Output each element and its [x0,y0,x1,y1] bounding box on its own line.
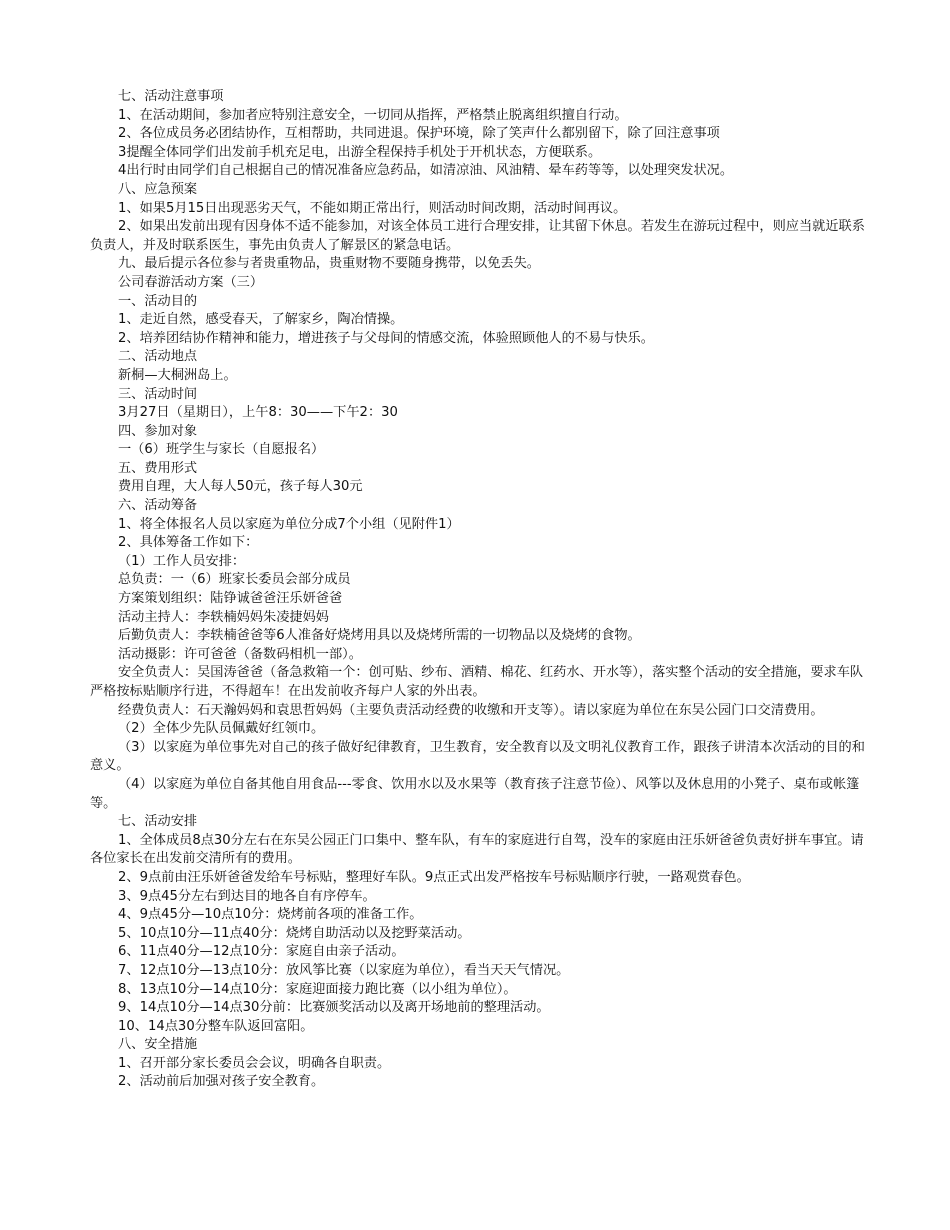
text-line: 3、9点45分左右到达目的地各自有序停车。 [118,888,376,904]
text-line: 安全负责人：吴国涛爸爸（备急救箱一个：创可贴、纱布、酒精、棉花、红药水、开水等），落实整个活动的安全措施，要求车队严格按标贴顺序行进，不得超车！在出发前收齐每户人家的外出表。 [90,665,864,699]
text-line: 4出行时由同学们自己根据自己的情况准备应急药品，如清凉油、风油精、晕车药等等，以处理突发状况。 [118,163,734,179]
text-line: 7、12点10分—13点10分：放风筝比赛（以家庭为单位），看当天天气情况。 [118,962,570,978]
text-line: 3提醒全体同学们出发前手机充足电，出游全程保持手机处于开机状态，方便联系。 [118,144,602,160]
text-line: 4、9点45分—10点10分：烧烤前各项的准备工作。 [118,907,423,923]
text-line: 2、培养团结协作精神和能力，增进孩子与父母间的情感交流，体验照顾他人的不易与快乐。 [118,330,654,346]
text-line: 8、13点10分—14点10分：家庭迎面接力跑比赛（以小组为单位）。 [118,981,517,997]
text-line: 方案策划组织：陆铮诚爸爸汪乐妍爸爸 [118,591,343,607]
text-line: 1、全体成员8点30分左右在东吴公园正门口集中、整车队，有车的家庭进行自驾，没车的家庭由汪乐妍爸爸负责好拼车事宜。请各位家长在出发前交清所有的费用。 [90,832,864,867]
text-line: 1、走近自然，感受春天，了解家乡，陶冶情操。 [118,312,404,328]
text-line: 2、具体筹备工作如下： [118,535,259,551]
text-line: 八、安全措施 [118,1037,198,1053]
text-line: 2、如果出发前出现有因身体不适不能参加，对该全体员工进行合理安排，让其留下休息。若发生在游玩过程中，则应当就近联系负责人，并及时联系医生，事先由负责人了解景区的紧急电话。 [90,219,865,253]
text-line: 3月27日（星期日），上午8：30——下午2：30 [118,405,398,421]
text-line: 活动主持人：李轶楠妈妈朱凌捷妈妈 [118,609,329,625]
text-line: 2、各位成员务必团结协作，互相帮助，共同进退。保护环境，除了笑声什么都别留下，除了回注意事项 [118,126,720,142]
text-line: 二、活动地点 [118,349,198,365]
text-line: 2、9点前由汪乐妍爸爸发给车号标贴，整理好车队。9点正式出发严格按车号标贴顺序行驶，一路观赏春色。 [118,869,750,885]
document-page [90,88,865,1092]
text-line: 5、10点10分—11点40分：烧烤自助活动以及挖野菜活动。 [118,925,471,941]
text-line: 1、召开部分家长委员会会议，明确各自职责。 [118,1055,391,1071]
text-line: 2、活动前后加强对孩子安全教育。 [118,1074,325,1090]
text-line: 10、14点30分整车队返回富阳。 [118,1018,314,1034]
text-line: 9、14点10分—14点30分前：比赛颁奖活动以及离开场地前的整理活动。 [118,1000,550,1016]
text-line: 七、活动安排 [118,814,198,830]
text-line: 八、应急预案 [118,181,198,197]
text-line: 五、费用形式 [118,460,198,476]
text-line: 九、最后提示各位参与者贵重物品，贵重财物不要随身携带，以免丢失。 [118,256,540,272]
text-line: 六、活动筹备 [118,498,198,514]
text-line: （1）工作人员安排： [118,553,246,569]
text-line: 三、活动时间 [118,386,198,402]
text-line: 经费负责人：石天瀚妈妈和袁思哲妈妈（主要负责活动经费的收缴和开支等）。请以家庭为单位在东吴公园门口交清费用。 [118,702,824,718]
text-line: 6、11点40分—12点10分：家庭自由亲子活动。 [118,944,405,960]
text-line: 1、如果5月15日出现恶劣天气，不能如期正常出行，则活动时间改期，活动时间再议。 [118,200,627,216]
text-line: 活动摄影：许可爸爸（备数码相机一部）。 [118,646,362,662]
text-line: 总负责：一（6）班家长委员会部分成员 [118,572,351,588]
text-line: 新桐—大桐洲岛上。 [118,367,237,383]
text-line: （2）全体少先队员佩戴好红领巾。 [118,721,325,737]
text-line: 一（6）班学生与家长（自愿报名） [118,442,325,458]
text-line: 一、活动目的 [118,293,198,309]
text-line: 公司春游活动方案（三） [118,274,264,290]
text-line: 后勤负责人：李轶楠爸爸等6人准备好烧烤用具以及烧烤所需的一切物品以及烧烤的食物。 [118,628,641,644]
text-line: （4）以家庭为单位自备其他自用食品---零食、饮用水以及水果等（教育孩子注意节俭）、风筝以及休息用的小凳子、桌布或帐篷等。 [90,776,860,811]
text-line: 七、活动注意事项 [118,89,224,104]
text-line: 1、在活动期间，参加者应特别注意安全，一切同从指挥，严格禁止脱离组织擅自行动。 [118,107,628,123]
text-line: 费用自理，大人每人50元，孩子每人30元 [118,479,363,495]
text-line: （3）以家庭为单位事先对自己的孩子做好纪律教育，卫生教育，安全教育以及文明礼仪教育工作，跟孩子讲清本次活动的目的和意义。 [90,739,865,774]
text-line: 四、参加对象 [118,423,198,439]
text-line: 1、将全体报名人员以家庭为单位分成7个小组（见附件1） [118,516,460,532]
